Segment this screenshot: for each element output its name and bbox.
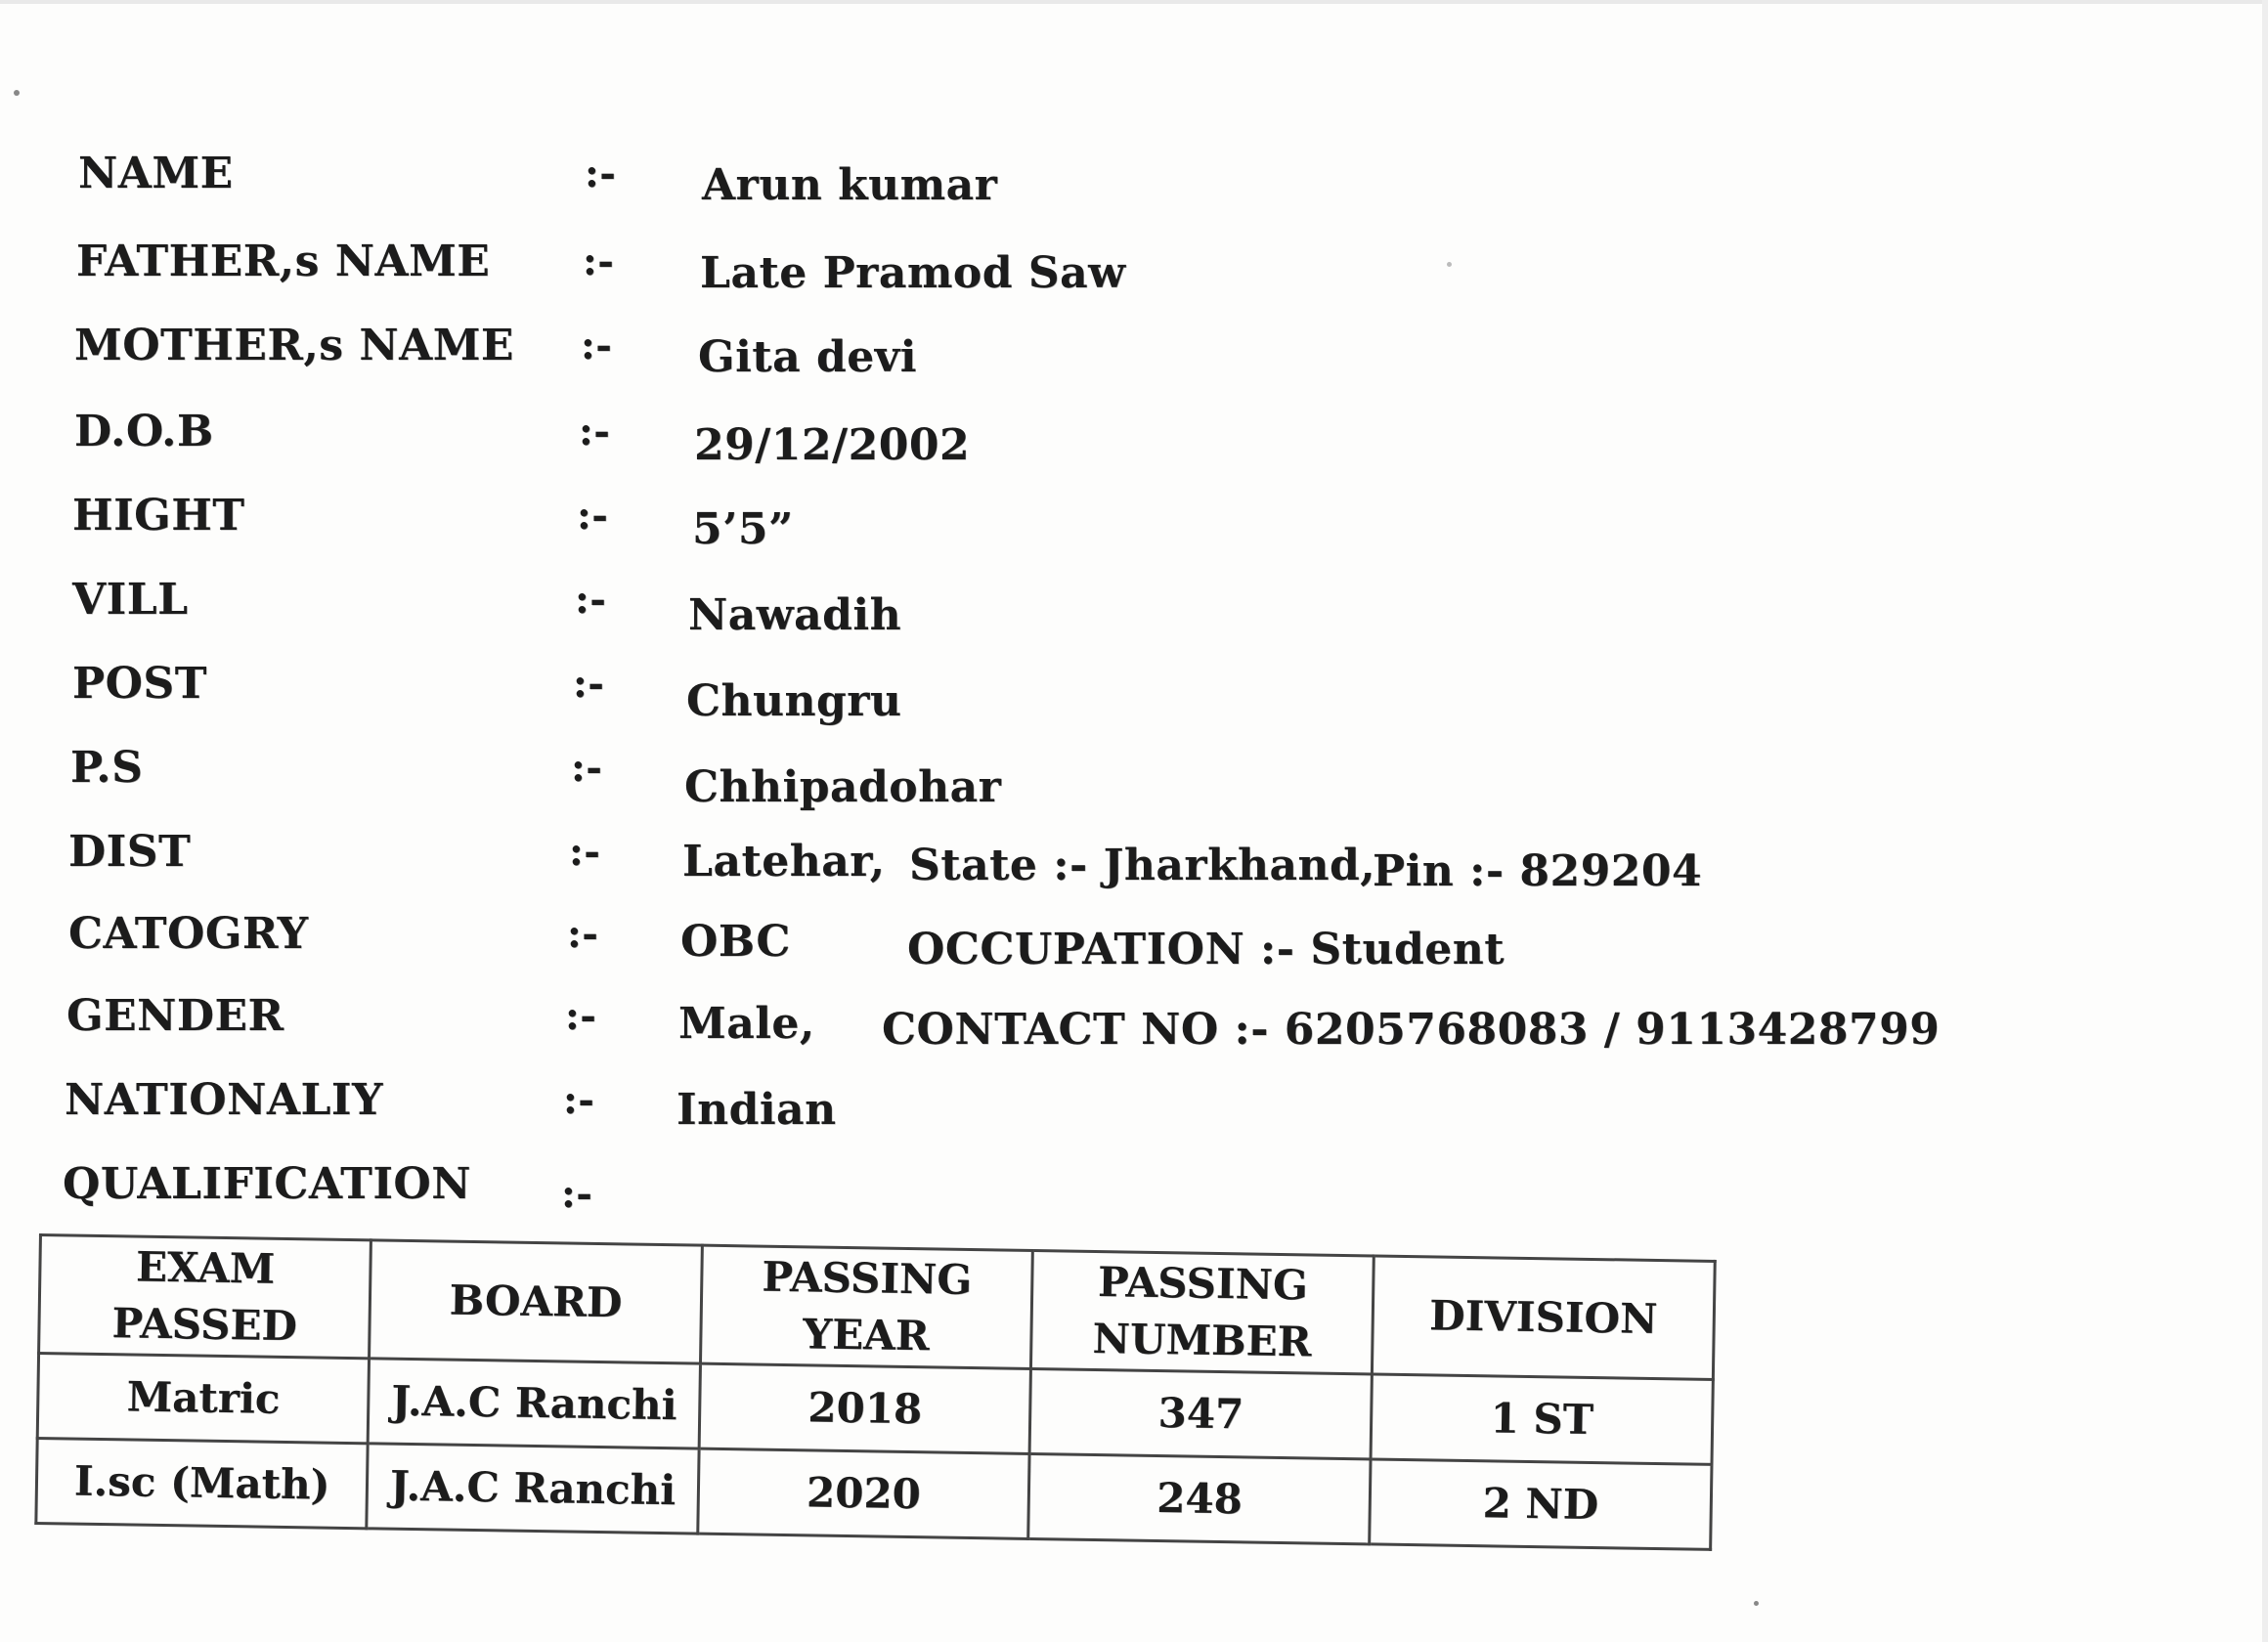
field-label: GENDER <box>66 991 284 1041</box>
cell-exam: Matric <box>37 1354 370 1444</box>
scan-speck <box>1447 262 1452 267</box>
field-value: Chhipadohar <box>684 762 1002 812</box>
field-value: Male, <box>678 999 815 1049</box>
scan-speck <box>14 90 20 96</box>
field-separator: :- <box>565 993 597 1039</box>
state-value: State :- Jharkhand, <box>909 841 1376 890</box>
field-value: OBC <box>680 917 791 967</box>
field-value: Indian <box>676 1085 837 1135</box>
field-label: CATOGRY <box>68 909 309 959</box>
field-label: QUALIFICATION <box>63 1159 471 1209</box>
column-header-division: DIVISION <box>1373 1256 1716 1379</box>
occupation-value: OCCUPATION :- Student <box>907 925 1505 974</box>
field-value: Late Pramod Saw <box>700 248 1126 298</box>
field-separator: :- <box>561 1171 593 1217</box>
field-label: P.S <box>70 743 144 793</box>
field-separator: :- <box>579 409 611 454</box>
field-separator: :- <box>581 323 613 368</box>
column-header-board: BOARD <box>370 1240 702 1363</box>
field-value: 29/12/2002 <box>694 420 971 470</box>
pin-value: Pin :- 829204 <box>1373 846 1703 896</box>
qualification-table <box>34 1233 1716 1551</box>
field-label: MOTHER,s NAME <box>74 321 514 370</box>
cell-year: 2020 <box>698 1448 1030 1538</box>
cell-number: 347 <box>1029 1368 1372 1458</box>
field-label: POST <box>72 659 207 709</box>
cell-exam: I.sc (Math) <box>36 1438 369 1528</box>
field-value: Nawadih <box>688 590 902 640</box>
field-label: DIST <box>68 827 192 877</box>
contact-number-value: CONTACT NO :- 6205768083 / 9113428799 <box>882 1005 1941 1055</box>
scan-edge-right <box>2262 0 2268 1642</box>
cell-division: 1 ST <box>1371 1374 1713 1464</box>
field-separator: :- <box>585 151 617 196</box>
field-separator: :- <box>577 493 609 539</box>
cell-board: J.A.C Ranchi <box>367 1444 699 1534</box>
field-label: HIGHT <box>72 491 245 540</box>
cell-division: 2 ND <box>1370 1459 1712 1549</box>
field-value: Chungru <box>686 676 902 726</box>
field-label: D.O.B <box>74 407 214 456</box>
cell-board: J.A.C Ranchi <box>369 1359 701 1448</box>
cell-year: 2018 <box>699 1363 1031 1453</box>
field-value: 5’5” <box>692 504 794 554</box>
field-value: Arun kumar <box>702 160 998 210</box>
field-separator: :- <box>563 1077 595 1123</box>
field-label: FATHER,s NAME <box>76 237 491 286</box>
column-header-passing-number: PASSING NUMBER <box>1031 1250 1374 1373</box>
field-label: NAME <box>78 149 234 198</box>
field-label: NATIONALIY <box>65 1075 383 1125</box>
field-separator: :- <box>567 911 599 957</box>
field-value: Gita devi <box>698 332 917 382</box>
column-header-exam-passed: EXAM PASSED <box>39 1235 371 1359</box>
field-separator: :- <box>583 238 615 284</box>
field-value: Latehar, <box>682 837 886 886</box>
field-separator: :- <box>573 661 605 707</box>
field-label: VILL <box>72 575 189 625</box>
column-header-passing-year: PASSING YEAR <box>700 1245 1032 1368</box>
scan-speck <box>1754 1601 1759 1606</box>
cell-number: 248 <box>1028 1453 1371 1543</box>
field-separator: :- <box>571 745 603 791</box>
field-separator: :- <box>569 829 601 875</box>
field-separator: :- <box>575 577 607 623</box>
scan-edge-top <box>0 0 2268 4</box>
